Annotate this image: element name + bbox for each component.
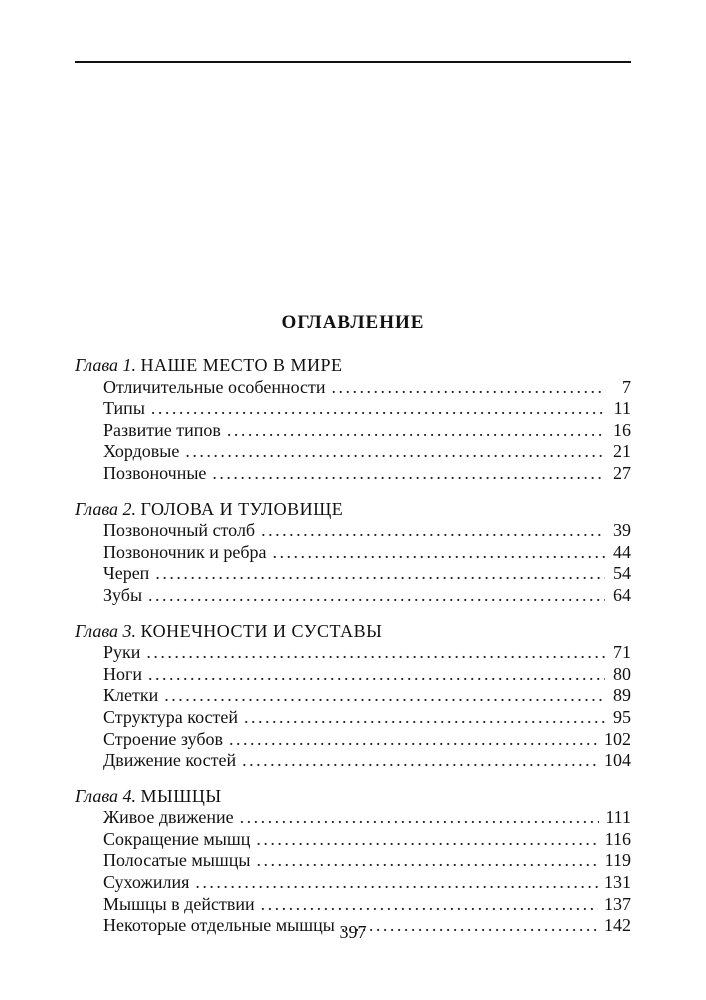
toc-entry: [75, 542, 631, 564]
toc-entry: [75, 894, 631, 916]
dot-leader: [261, 520, 605, 542]
chapter-name: ГОЛОВА И ТУЛОВИЩЕ: [140, 498, 344, 519]
toc-entry: [75, 398, 631, 420]
entry-title: Некоторые отдельные мышцы: [103, 915, 335, 936]
chapter-name: КОНЕЧНОСТИ И СУСТАВЫ: [140, 620, 383, 641]
toc-entry: [75, 463, 631, 485]
entry-page: 104: [604, 750, 631, 771]
page-title: ОГЛАВЛЕНИЕ: [281, 312, 425, 333]
dot-leader: [229, 729, 598, 751]
page-number: 397: [339, 922, 367, 942]
dot-leader: [155, 563, 605, 585]
dot-leader: [256, 829, 598, 851]
entry-page: 16: [613, 419, 631, 440]
chapter-heading: [75, 355, 631, 377]
entry-title: Позвоночник и ребра: [103, 541, 267, 562]
chapter-label: Глава 3.: [75, 620, 137, 641]
table-of-contents: [75, 355, 631, 951]
chapter-1: [75, 355, 631, 485]
entry-page: 27: [613, 462, 631, 483]
chapter-name: НАШЕ МЕСТО В МИРЕ: [140, 355, 343, 375]
entry-page: 95: [613, 706, 631, 727]
entry-page: 119: [604, 850, 631, 871]
entry-page: 89: [613, 685, 631, 706]
toc-entry: [75, 685, 631, 707]
entry-title: Структура костей: [103, 706, 238, 727]
chapter-heading: [75, 786, 631, 808]
entry-page: 111: [605, 807, 631, 828]
toc-entry: [75, 585, 631, 607]
entry-title: Сокращение мышц: [103, 828, 251, 849]
entry-page: 64: [613, 584, 631, 605]
entry-title: Сухожилия: [103, 872, 190, 893]
entry-title: Типы: [103, 398, 145, 419]
entry-page: 116: [604, 828, 631, 849]
entry-title: Зубы: [103, 584, 143, 605]
entry-title: Живое движение: [103, 807, 234, 828]
dot-leader: [164, 685, 605, 707]
chapter-name: МЫШЦЫ: [140, 785, 222, 806]
dot-leader: [148, 585, 605, 607]
entry-page: 21: [613, 441, 631, 462]
dot-leader: [244, 707, 605, 729]
entry-title: Позвоночные: [103, 462, 207, 483]
entry-title: Руки: [103, 642, 141, 663]
entry-title: Отличительные особенности: [103, 376, 326, 397]
top-rule: [75, 61, 631, 63]
toc-entry: [75, 750, 631, 772]
toc-entry: [75, 563, 631, 585]
dot-leader: [227, 420, 605, 442]
entry-page: 44: [613, 541, 631, 562]
toc-entry: [75, 441, 631, 463]
chapter-label: Глава 2.: [75, 498, 137, 519]
entry-title: Развитие типов: [103, 419, 221, 440]
chapter-4: [75, 786, 631, 937]
entry-page: 71: [613, 642, 631, 663]
chapter-heading: [75, 621, 631, 643]
entry-title: Ноги: [103, 663, 143, 684]
entry-page: 54: [613, 563, 631, 584]
dot-leader: [240, 807, 600, 829]
toc-entry: [75, 729, 631, 751]
entry-page: 137: [604, 893, 631, 914]
dot-leader: [146, 642, 605, 664]
entry-page: 142: [604, 915, 631, 936]
chapter-label: Глава 1.: [75, 355, 137, 375]
chapter-3: [75, 621, 631, 772]
dot-leader: [273, 542, 606, 564]
entry-title: Строение зубов: [103, 728, 223, 749]
dot-leader: [332, 377, 605, 399]
dot-leader: [195, 872, 598, 894]
toc-entry: [75, 377, 631, 399]
dot-leader: [261, 894, 598, 916]
chapter-heading: [75, 499, 631, 521]
entry-title: Мышцы в действии: [103, 893, 255, 914]
entry-page: 80: [613, 663, 631, 684]
dot-leader: [256, 850, 598, 872]
toc-entry: [75, 664, 631, 686]
entry-title: Хордовые: [103, 441, 180, 462]
toc-entry: [75, 872, 631, 894]
dot-leader: [212, 463, 605, 485]
entry-page: 102: [604, 728, 631, 749]
dot-leader: [242, 750, 598, 772]
toc-entry: [75, 850, 631, 872]
dot-leader: [151, 398, 605, 420]
toc-entry: [75, 707, 631, 729]
dot-leader: [148, 664, 605, 686]
entry-title: Полосатые мышцы: [103, 850, 251, 871]
toc-entry: [75, 829, 631, 851]
toc-entry: [75, 807, 631, 829]
entry-page: 7: [622, 376, 631, 397]
entry-title: Череп: [103, 563, 150, 584]
entry-page: 39: [613, 520, 631, 541]
chapter-label: Глава 4.: [75, 785, 137, 806]
toc-entry: [75, 420, 631, 442]
toc-entry: [75, 642, 631, 664]
entry-title: Клетки: [103, 685, 159, 706]
dot-leader: [185, 441, 605, 463]
chapter-2: [75, 499, 631, 607]
entry-title: Движение костей: [103, 750, 237, 771]
entry-page: 131: [604, 872, 631, 893]
toc-entry: [75, 520, 631, 542]
entry-title: Позвоночный столб: [103, 520, 256, 541]
entry-page: 11: [613, 398, 631, 419]
